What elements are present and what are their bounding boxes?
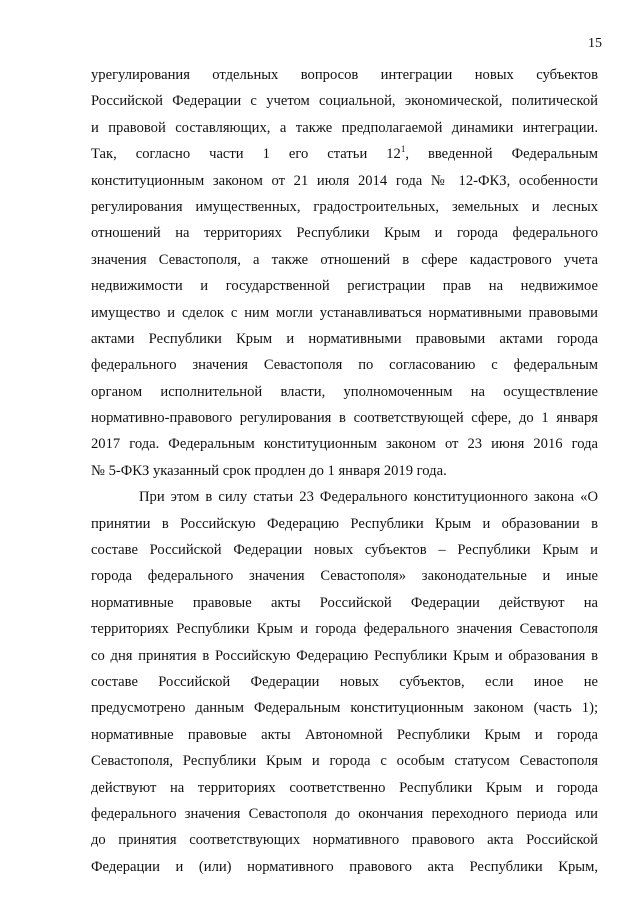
text-line: органом исполнительной власти, уполномоченным на осуществление (91, 383, 598, 400)
text-line: федерального значения Севастополя по согласованию с федеральным (91, 357, 598, 374)
footnote-marker: 1 (400, 144, 406, 155)
text-line: имущество и сделок с ним могли устанавливаться нормативными правовыми (91, 304, 598, 321)
text-line: 2017 года. Федеральным конституционным законом от 23 июня 2016 года (91, 436, 598, 453)
text-line: конституционным законом от 21 июля 2014 года № 12-ФКЗ, особенности (91, 172, 598, 189)
text-fragment: Так, согласно части 1 его статьи 12 (91, 146, 401, 163)
text-fragment: , введенной Федеральным (405, 146, 598, 163)
text-line: и правовой составляющих, а также предполагаемой динамики интеграции. (91, 119, 598, 136)
text-line: Российской Федерации с учетом социальной, экономической, политической (91, 93, 598, 110)
text-line: предусмотрено данным Федеральным конституционным законом (часть 1); (91, 700, 598, 717)
text-line: составе Российской Федерации новых субъектов, если иное не (91, 673, 598, 690)
text-line: № 5-ФКЗ указанный срок продлен до 1 января 2019 года. (91, 462, 447, 479)
text-line: Севастополя, Республики Крым и города с особым статусом Севастополя (91, 753, 598, 770)
text-line: урегулирования отдельных вопросов интеграции новых субъектов (91, 67, 598, 83)
text-line: При этом в силу статьи 23 Федерального конституционного закона «О (139, 489, 598, 506)
text-line: со дня принятия в Российскую Федерацию Республики Крым и образования в (91, 647, 598, 664)
text-line: нормативно-правового регулирования в соответствующей сфере, до 1 января (91, 410, 598, 427)
text-line: Федерации и (или) нормативного правового акта Республики Крым, (91, 858, 598, 875)
text-line: составе Российской Федерации новых субъектов – Республики Крым и (91, 542, 598, 559)
text-line: города федерального значения Севастополя» законодательные и иные (91, 568, 598, 585)
text-line: федерального значения Севастополя до окончания переходного периода или (91, 805, 598, 822)
paragraph (91, 62, 598, 484)
text-line: территориях Республики Крым и города федерального значения Севастополя (91, 621, 598, 638)
text-line: до принятия соответствующих нормативного правового акта Российской (91, 832, 598, 849)
text-line: значения Севастополя, а также отношений в сфере кадастрового учета (91, 251, 598, 268)
document-body (91, 62, 598, 880)
text-line: принятии в Российскую Федерацию Республики Крым и образовании в (91, 515, 598, 532)
text-line: недвижимости и государственной регистрации прав на недвижимое (91, 278, 598, 295)
text-line: действуют на территориях соответственно Республики Крым и города (91, 779, 598, 796)
text-line: актами Республики Крым и нормативными правовыми актами города (91, 330, 598, 347)
text-line (91, 141, 598, 167)
paragraph (91, 484, 598, 880)
text-line: нормативные правовые акты Автономной Республики Крым и города (91, 726, 598, 743)
page-number: 15 (588, 36, 602, 51)
text-line: регулирования имущественных, градостроительных, земельных и лесных (91, 198, 598, 215)
text-line: нормативные правовые акты Российской Федерации действуют на (91, 594, 598, 611)
text-line: отношений на территориях Республики Крым и города федерального (91, 225, 598, 242)
